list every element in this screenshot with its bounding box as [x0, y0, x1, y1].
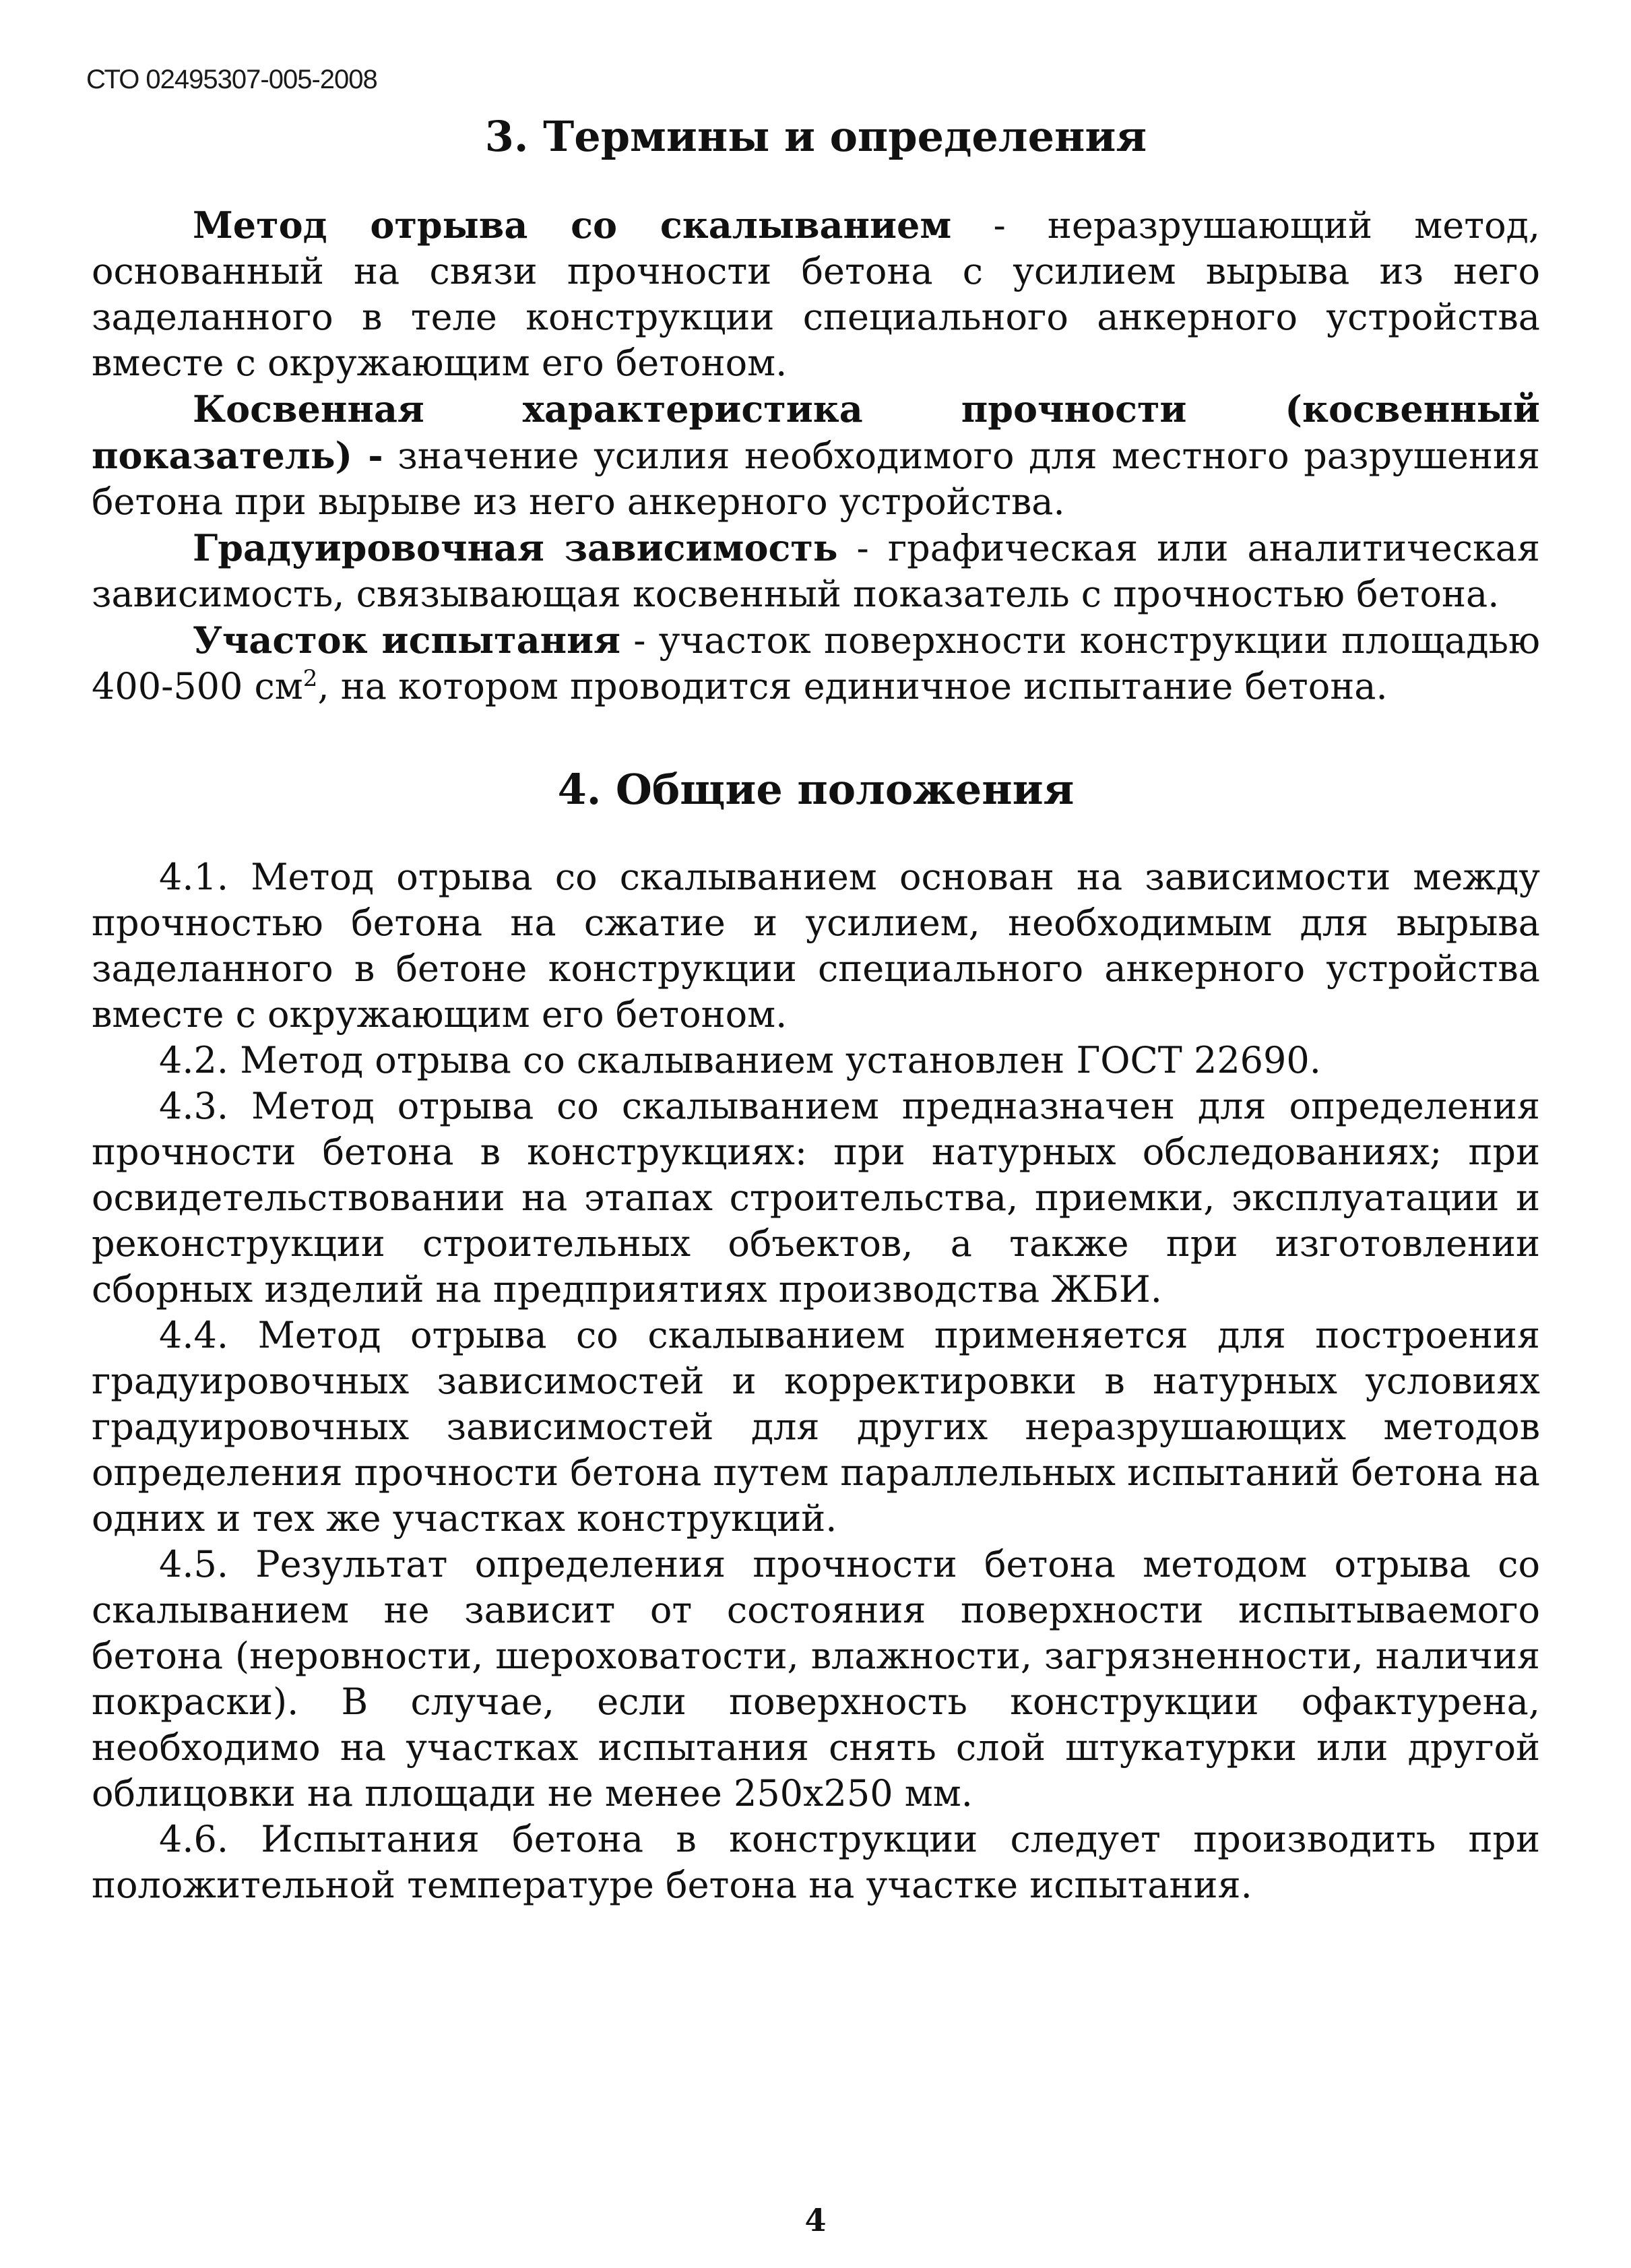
- term-text: - участок поверхности конструкции площадью 400-500 см: [92, 619, 1541, 708]
- term-text: - графическая или аналитическая зависимость, связывающая косвенный показатель с прочностью бетона.: [92, 527, 1540, 616]
- term-text-tail: , на котором проводится единичное испытание бетона.: [317, 665, 1388, 708]
- section-4-title: 4. Общие положения: [557, 765, 1075, 815]
- term-definition: [92, 386, 1540, 525]
- term-name: Градуировочная зависимость: [193, 526, 838, 570]
- page-content: [92, 112, 1540, 1908]
- term-name: Метод отрыва со скалыванием: [193, 203, 952, 247]
- clause-4-6: 4.6. Испытания бетона в конструкции следует производить при положительной температуре бетона на участке испытания.: [92, 1817, 1540, 1906]
- term-text: - неразрушающий метод, основанный на связи прочности бетона с усилием вырыва из него заделанного в теле конструкции специального анкерного устройства вместе с окружающим его бетоном.: [92, 204, 1540, 385]
- term-definition: [92, 617, 1540, 710]
- term-definition: [92, 525, 1540, 617]
- section-3-title: 3. Термины и определения: [484, 112, 1147, 161]
- clause-4-2: 4.2. Метод отрыва со скалыванием установлен ГОСТ 22690.: [159, 1038, 1321, 1081]
- clause-4-1: 4.1. Метод отрыва со скалыванием основан на зависимости между прочностью бетона на сжатие и усилием, необходимым для вырыва заделанного в бетоне конструкции специального анкерного устройства вместе с окружающим его бетоном.: [92, 855, 1540, 1036]
- clause-4-4: 4.4. Метод отрыва со скалыванием применяется для построения градуировочных зависимостей и корректировки в натурных условиях градуировочных зависимостей для других неразрушающих методов определения прочности бетона путем параллельных испытаний бетона на одних и тех же участках конструкций.: [92, 1313, 1540, 1540]
- clause-4-5: 4.5. Результат определения прочности бетона методом отрыва со скалыванием не зависит от состояния поверхности испытываемого бетона (неровности, шероховатости, влажности, загрязненности, наличия покраски). В случае, если поверхность конструкции офактурена, необходимо на участках испытания снять слой штукатурки или другой облицовки на площади не менее 250x250 мм.: [92, 1542, 1540, 1815]
- document-code: СТО 02495307-005-2008: [86, 65, 377, 94]
- term-definition: [92, 202, 1540, 386]
- term-name: Косвенная характеристика прочности (косвенный показатель) -: [92, 387, 1540, 478]
- term-text: значение усилия необходимого для местного разрушения бетона при вырыве из него анкерного устройства.: [92, 435, 1540, 524]
- page-number: 4: [804, 2202, 827, 2238]
- clause-4-3: 4.3. Метод отрыва со скалыванием предназначен для определения прочности бетона в конструкциях: при натурных обследованиях; при освидетельствовании на этапах строительства, приемки, эксплуатации и реконструкции строительных объектов, а также при изготовлении сборных изделий на предприятиях производства ЖБИ.: [92, 1084, 1540, 1311]
- superscript: 2: [302, 665, 318, 693]
- term-name: Участок испытания: [193, 619, 621, 662]
